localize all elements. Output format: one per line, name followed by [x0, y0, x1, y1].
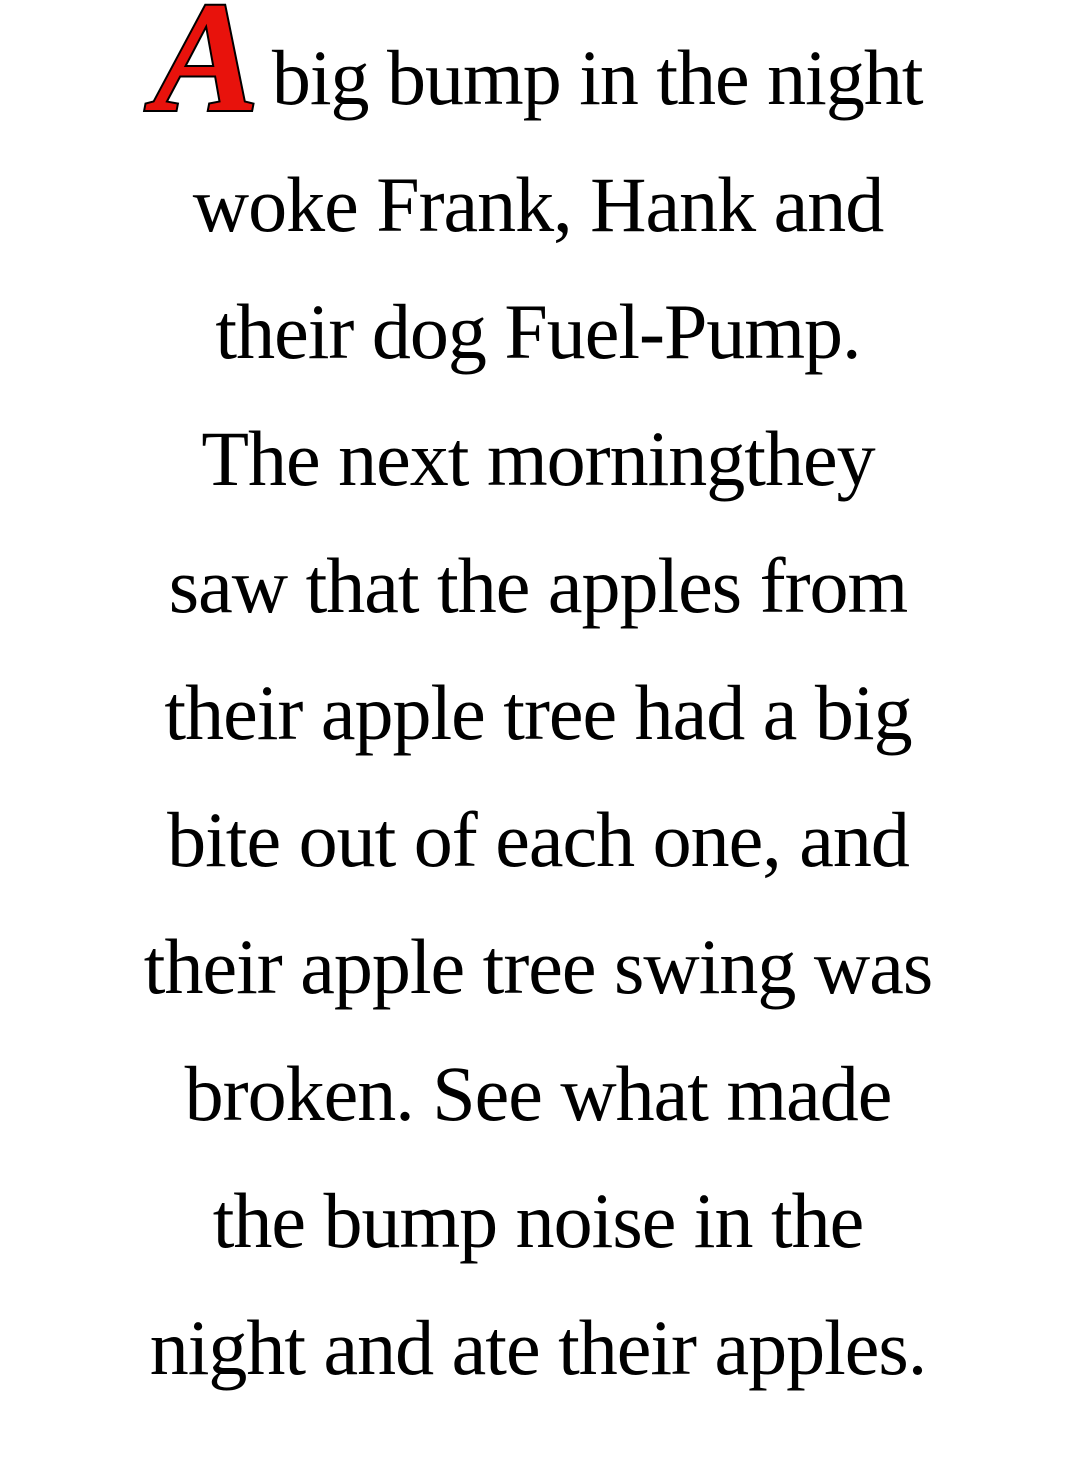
story-line-1-text: big bump in the night	[271, 34, 923, 121]
story-line-3: their dog Fuel-Pump.	[215, 288, 861, 375]
story-line-11: night and ate their apples.	[149, 1304, 927, 1391]
story-line-2: woke Frank, Hank and	[192, 161, 884, 248]
story-line-4: The next morningthey	[201, 415, 875, 502]
story-line-5: saw that the apples from	[168, 542, 908, 629]
story-line-6: their apple tree had a big	[164, 669, 912, 756]
story-line-9: broken. See what made	[184, 1050, 892, 1137]
story-line-1: Abig bump in the night	[153, 0, 923, 145]
story-line-8: their apple tree swing was	[143, 923, 933, 1010]
story-line-7: bite out of each one, and	[167, 796, 909, 883]
story-line-10: the bump noise in the	[212, 1177, 864, 1264]
